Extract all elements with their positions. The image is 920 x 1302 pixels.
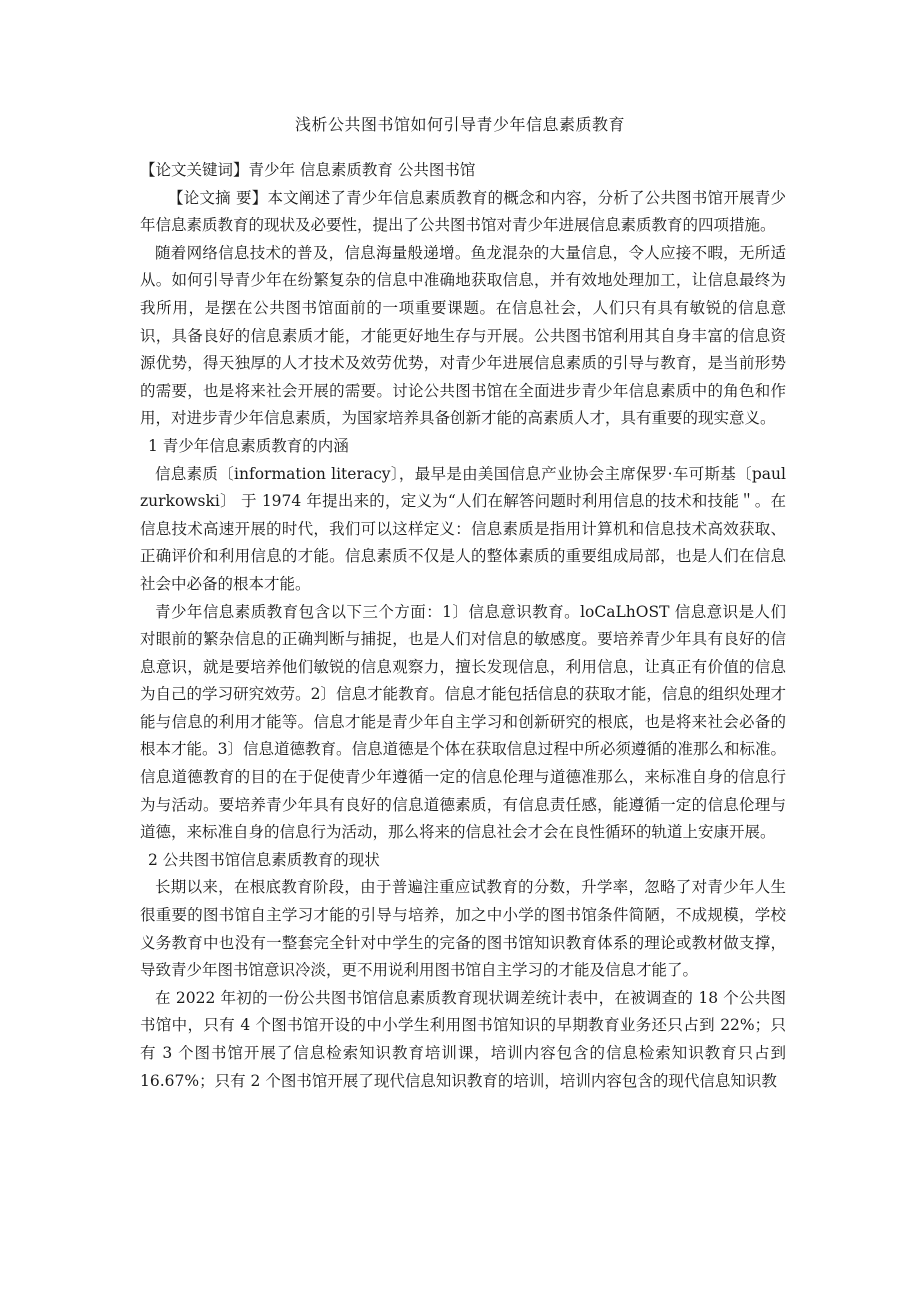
section-heading: 1 青少年信息素质教育的内涵 [148,436,349,455]
body-paragraph: 青少年信息素质教育包含以下三个方面：1〕信息意识教育。loCaLhOST 信息意识是人们对眼前的繁杂信息的正确判断与捕捉，也是人们对信息的敏感度。要培养青少年具有良好的信息意识，就是要培养他们敏锐的信息观察力，擅长发现信息，利用信息，让真正有价值的信息为自己的学习研究效劳。2〕信息才能教育。信息才能包括信息的获取才能，信息的组织处理才能与信息的利用才能等。信息才能是青少年自主学习和创新研究的根底，也是将来社会必备的根本才能。3〕信息道德教育。信息道德是个体在获取信息过程中所必须遵循的准那么和标准。信息道德教育的目的在于促使青少年遵循一定的信息伦理与道德准那么，来标准自身的信息行为与活动。要培养青少年具有良好的信息道德素质，有信息责任感，能遵循一定的信息伦理与道德，来标准自身的信息行为活动，那么将来的信息社会才会在良性循环的轨道上安康开展。 [140,602,786,842]
document-title: 浅析公共图书馆如何引导青少年信息素质教育 [294,115,625,134]
body-paragraph: 信息素质〔information literacy〕，最早是由美国信息产业协会主席保罗·车可斯基〔paul zurkowski〕 于 1974 年提出来的，定义为“人们在解答问题时利用信息的技术和技能＂。在信息技术高速开展的时代，我们可以这样定义：信息素质是指用计算机和信息技术高效获取、正确评价和利用信息的才能。信息素质不仅是人的整体素质的重要组成局部，也是人们在信息社会中必备的根本才能。 [140,464,786,593]
keywords-line: 【论文关键词】青少年 信息素质教育 公共图书馆 [140,161,476,179]
body-paragraph: 长期以来，在根底教育阶段，由于普遍注重应试教育的分数，升学率，忽略了对青少年人生很重要的图书馆自主学习才能的引导与培养，加之中小学的图书馆条件简陋，不成规模，学校义务教育中也没有一整套完全针对中学生的完备的图书馆知识教育体系的理论或教材做支撑，导致青少年图书馆意识冷淡，更不用说利用图书馆自主学习的才能及信息才能了。 [140,878,786,980]
body-paragraph: 在 2022 年初的一份公共图书馆信息素质教育现状调差统计表中，在被调查的 18 个公共图书馆中，只有 4 个图书馆开设的中小学生利用图书馆知识的早期教育业务还只占到 22%；只有 3 个图书馆开展了信息检索知识教育培训课，培训内容包含的信息检索知识教育只占到 16.67%；只有 2 个图书馆开展了现代信息知识教育的培训，培训内容包含的现代信息知识教 [140,988,786,1090]
abstract-paragraph: 【论文摘 要】本文阐述了青少年信息素质教育的概念和内容，分析了公共图书馆开展青少年信息素质教育的现状及必要性，提出了公共图书馆对青少年进展信息素质教育的四项措施。 [140,188,786,235]
document-body [140,157,786,1095]
section-heading: 2 公共图书馆信息素质教育的现状 [148,850,380,869]
body-paragraph: 随着网络信息技术的普及，信息海量般递增。鱼龙混杂的大量信息，令人应接不暇，无所适从。如何引导青少年在纷繁复杂的信息中准确地获取信息，并有效地处理加工，让信息最终为我所用，是摆在公共图书馆面前的一项重要课题。在信息社会，人们只有具有敏锐的信息意识，具备良好的信息素质才能，才能更好地生存与开展。公共图书馆利用其自身丰富的信息资源优势，得天独厚的人才技术及效劳优势，对青少年进展信息素质的引导与教育，是当前形势的需要，也是将来社会开展的需要。讨论公共图书馆在全面进步青少年信息素质中的角色和作用，对进步青少年信息素质，为国家培养具备创新才能的高素质人才，具有重要的现实意义。 [140,243,786,428]
